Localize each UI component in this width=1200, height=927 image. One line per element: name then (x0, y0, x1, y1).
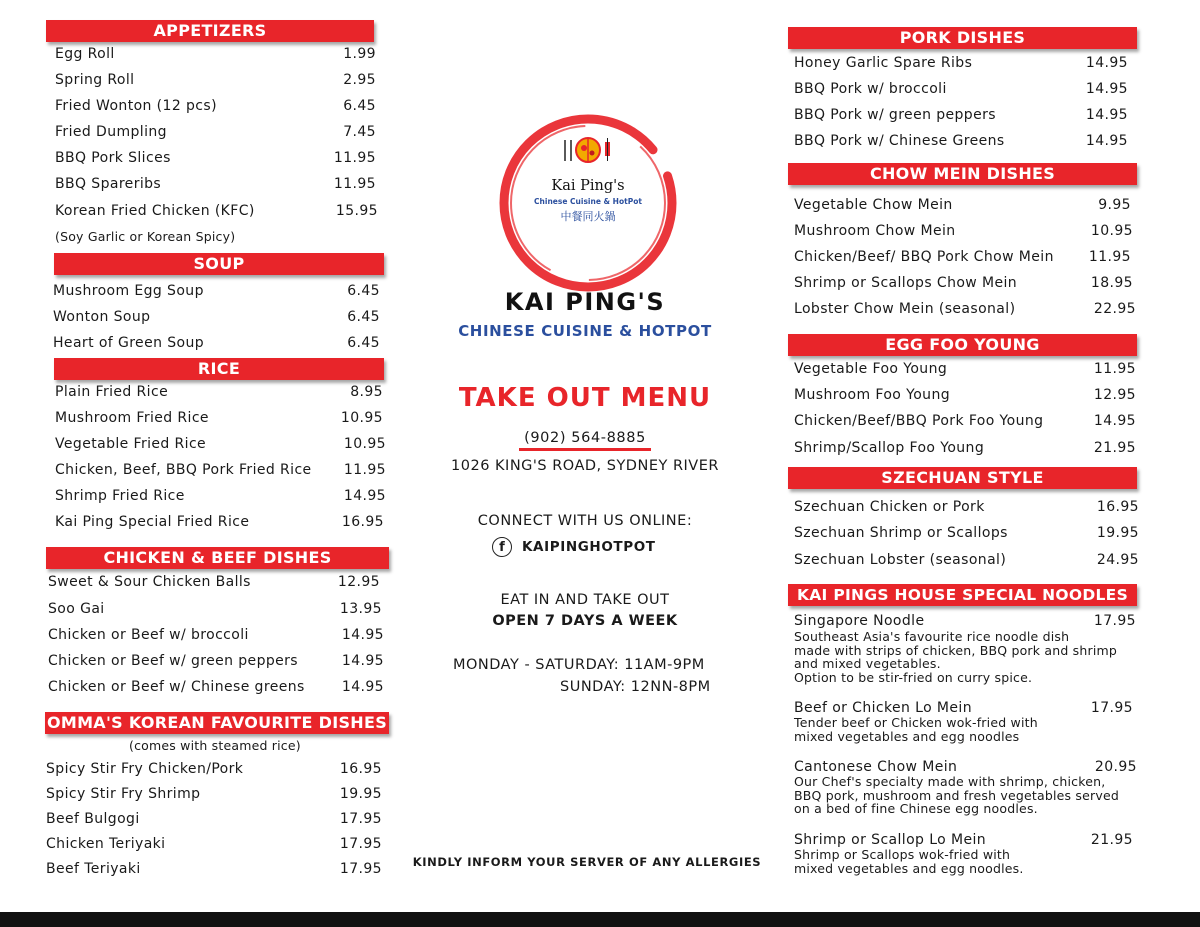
menu-price: 12.95 (337, 574, 380, 590)
menu-item: Vegetable Fried Rice (55, 436, 207, 452)
menu-item: Korean Fried Chicken (KFC) (55, 203, 255, 219)
facebook-icon: f (492, 537, 512, 557)
menu-item: Chicken, Beef, BBQ Pork Fried Rice (55, 462, 312, 478)
menu-item: Szechuan Lobster (seasonal) (794, 552, 1007, 568)
restaurant-subtitle: CHINESE CUISINE & HOTPOT (458, 322, 712, 340)
menu-price: 1.99 (343, 46, 376, 62)
eat-in-label: EAT IN AND TAKE OUT (500, 592, 670, 608)
menu-item: Chicken or Beef w/ Chinese greens (48, 679, 305, 695)
menu-item: Honey Garlic Spare Ribs (794, 55, 973, 71)
menu-price: 11.95 (1093, 361, 1136, 377)
menu-item: Chicken or Beef w/ broccoli (48, 627, 249, 643)
hours-sunday: SUNDAY: 12NN-8PM (560, 679, 711, 695)
section-header-noodles: KAI PINGS HOUSE SPECIAL NOODLES (788, 584, 1137, 606)
menu-item: BBQ Pork w/ green peppers (794, 107, 996, 123)
menu-item: Egg Roll (55, 46, 115, 62)
menu-item: Kai Ping Special Fried Rice (55, 514, 250, 530)
menu-price: 17.95 (339, 836, 382, 852)
menu-price: 14.95 (1085, 81, 1128, 97)
menu-price: 17.95 (339, 811, 382, 827)
menu-price: 19.95 (339, 786, 382, 802)
section-header-szechuan: SZECHUAN STYLE (788, 467, 1137, 489)
menu-price: 6.45 (347, 309, 380, 325)
menu-item: Mushroom Foo Young (794, 387, 951, 403)
address: 1026 KING'S ROAD, SYDNEY RIVER (451, 458, 719, 474)
menu-item: Mushroom Egg Soup (53, 283, 204, 299)
menu-item: Chicken or Beef w/ green peppers (48, 653, 298, 669)
menu-item: Mushroom Chow Mein (794, 223, 956, 239)
menu-price: 6.45 (347, 335, 380, 351)
menu-item: BBQ Pork w/ broccoli (794, 81, 947, 97)
menu-item: Beef or Chicken Lo Mein (794, 700, 972, 716)
menu-price: 11.95 (343, 462, 386, 478)
menu-item: Szechuan Shrimp or Scallops (794, 525, 1008, 541)
menu-item: Shrimp or Scallops Chow Mein (794, 275, 1018, 291)
menu-item: Fried Wonton (12 pcs) (55, 98, 217, 114)
section-header-pork: PORK DISHES (788, 27, 1137, 49)
menu-item: Shrimp Fried Rice (55, 488, 185, 504)
logo-chinese: 中餐同火鍋 (560, 210, 616, 223)
menu-item: Vegetable Chow Mein (794, 197, 953, 213)
menu-price: 8.95 (350, 384, 383, 400)
menu-price: 10.95 (340, 410, 383, 426)
menu-title: TAKE OUT MENU (458, 383, 712, 413)
menu-item: Heart of Green Soup (53, 335, 205, 351)
menu-price: 13.95 (339, 601, 382, 617)
section-note: (comes with steamed rice) (129, 738, 301, 753)
menu-price: 11.95 (333, 150, 376, 166)
menu-price: 14.95 (341, 627, 384, 643)
menu-price: 14.95 (343, 488, 386, 504)
menu-item: Cantonese Chow Mein (794, 759, 958, 775)
menu-price: 24.95 (1096, 552, 1139, 568)
menu-item: Chicken/Beef/ BBQ Pork Chow Mein (794, 249, 1054, 265)
menu-item: Spring Roll (55, 72, 135, 88)
menu-price: 2.95 (343, 72, 376, 88)
connect-label: CONNECT WITH US ONLINE: (477, 513, 693, 529)
item-description: Our Chef's specialty made with shrimp, chicken, BBQ pork, mushroom and fresh vegetables served on a bed of fine Chinese egg noodles. (794, 774, 1119, 816)
menu-price: 14.95 (341, 653, 384, 669)
restaurant-title: KAI PING'S (504, 288, 666, 316)
item-description: Southeast Asia's favourite rice noodle dish made with strips of chicken, BBQ pork and shrimp and mixed vegetables. Option to be stir-fried on curry spice. (794, 629, 1118, 685)
menu-item: Sweet & Sour Chicken Balls (48, 574, 251, 590)
menu-item: Soo Gai (48, 601, 105, 617)
item-note: (Soy Garlic or Korean Spicy) (55, 229, 236, 244)
menu-price: 21.95 (1090, 832, 1133, 848)
menu-item: Spicy Stir Fry Shrimp (46, 786, 201, 802)
bottom-bar (0, 912, 1200, 927)
menu-price: 11.95 (1088, 249, 1131, 265)
menu-item: Shrimp or Scallop Lo Mein (794, 832, 987, 848)
menu-item: Fried Dumpling (55, 124, 167, 140)
social-handle: KAIPINGHOTPOT (522, 539, 656, 555)
menu-item: Chicken Teriyaki (46, 836, 166, 852)
menu-price: 20.95 (1094, 759, 1137, 775)
menu-price: 14.95 (1093, 413, 1136, 429)
restaurant-logo (497, 112, 679, 294)
menu-price: 14.95 (341, 679, 384, 695)
menu-price: 15.95 (335, 203, 378, 219)
menu-item: Shrimp/Scallop Foo Young (794, 440, 985, 456)
open-days: OPEN 7 DAYS A WEEK (492, 613, 678, 629)
section-header-soup: SOUP (54, 253, 384, 275)
menu-item: Mushroom Fried Rice (55, 410, 209, 426)
menu-price: 22.95 (1093, 301, 1136, 317)
menu-item: Spicy Stir Fry Chicken/Pork (46, 761, 244, 777)
menu-price: 16.95 (1096, 499, 1139, 515)
allergy-note: KINDLY INFORM YOUR SERVER OF ANY ALLERGIES (412, 855, 762, 869)
menu-item: Singapore Noodle (794, 613, 925, 629)
menu-item: Beef Teriyaki (46, 861, 141, 877)
section-header-rice: RICE (54, 358, 384, 380)
section-header-egg-foo-young: EGG FOO YOUNG (788, 334, 1137, 356)
phone-number[interactable]: (902) 564-8885 (519, 430, 651, 451)
menu-price: 10.95 (1090, 223, 1133, 239)
section-header-chow-mein: CHOW MEIN DISHES (788, 163, 1137, 185)
menu-price: 17.95 (339, 861, 382, 877)
menu-item: BBQ Pork Slices (55, 150, 171, 166)
menu-price: 12.95 (1093, 387, 1136, 403)
menu-price: 17.95 (1093, 613, 1136, 629)
menu-item: Chicken/Beef/BBQ Pork Foo Young (794, 413, 1044, 429)
menu-price: 14.95 (1085, 133, 1128, 149)
menu-item: Wonton Soup (53, 309, 151, 325)
menu-item: BBQ Spareribs (55, 176, 162, 192)
menu-price: 17.95 (1090, 700, 1133, 716)
menu-price: 14.95 (1085, 107, 1128, 123)
menu-price: 7.45 (343, 124, 376, 140)
social-link[interactable] (492, 536, 656, 558)
menu-price: 10.95 (343, 436, 386, 452)
logo-sub: Chinese Cuisine & HotPot (534, 197, 642, 206)
menu-price: 21.95 (1093, 440, 1136, 456)
menu-price: 16.95 (339, 761, 382, 777)
logo-name: Kai Ping's (551, 178, 625, 194)
menu-item: BBQ Pork w/ Chinese Greens (794, 133, 1005, 149)
menu-item: Plain Fried Rice (55, 384, 169, 400)
section-header-chicken-beef: CHICKEN & BEEF DISHES (46, 547, 389, 569)
menu-item: Vegetable Foo Young (794, 361, 948, 377)
menu-price: 11.95 (333, 176, 376, 192)
menu-price: 6.45 (343, 98, 376, 114)
section-header-appetizers: APPETIZERS (46, 20, 374, 42)
menu-price: 18.95 (1090, 275, 1133, 291)
section-header-korean: OMMA'S KOREAN FAVOURITE DISHES (46, 713, 388, 732)
menu-price: 19.95 (1096, 525, 1139, 541)
menu-price: 16.95 (341, 514, 384, 530)
hotpot-icon (565, 138, 610, 162)
hours-weekday: MONDAY - SATURDAY: 11AM-9PM (453, 657, 705, 673)
menu-item: Lobster Chow Mein (seasonal) (794, 301, 1016, 317)
item-description: Shrimp or Scallops wok-fried with mixed vegetables and egg noodles. (794, 847, 1024, 876)
menu-item: Beef Bulgogi (46, 811, 140, 827)
menu-price: 6.45 (347, 283, 380, 299)
menu-price: 9.95 (1098, 197, 1131, 213)
item-description: Tender beef or Chicken wok-fried with mixed vegetables and egg noodles (794, 715, 1038, 744)
menu-item: Szechuan Chicken or Pork (794, 499, 985, 515)
menu-price: 14.95 (1085, 55, 1128, 71)
